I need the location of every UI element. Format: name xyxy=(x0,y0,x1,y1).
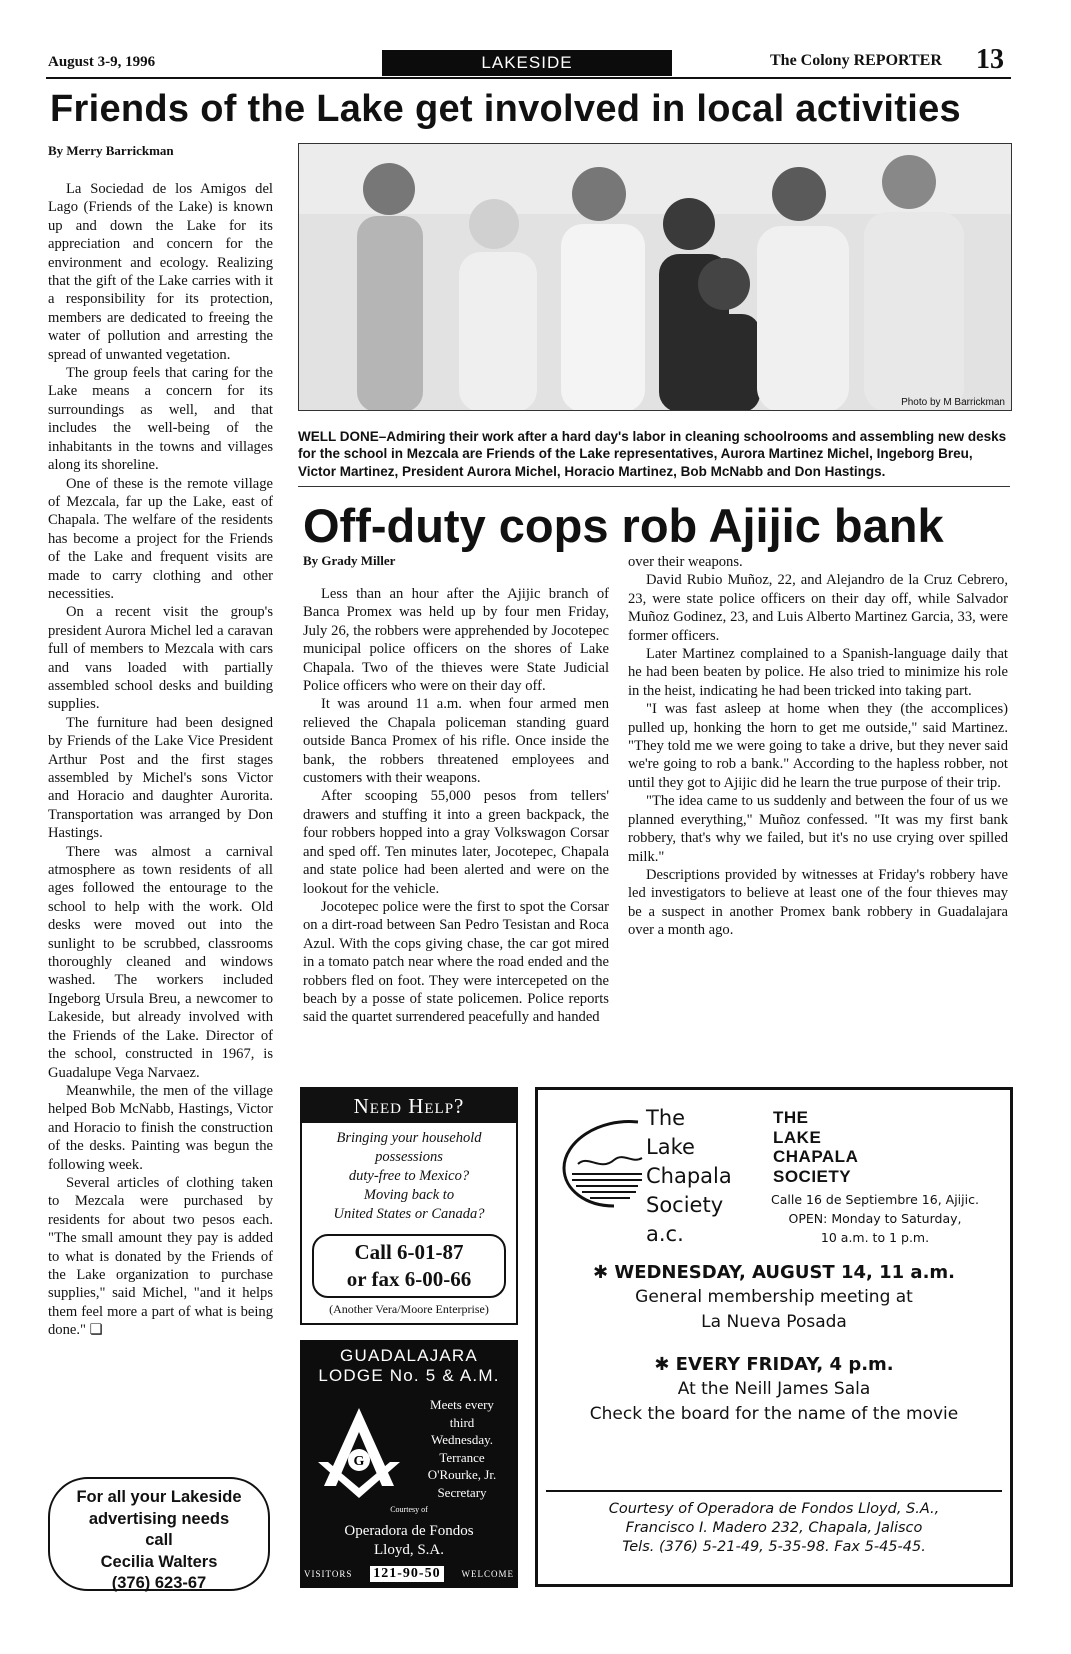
society-title xyxy=(773,1108,858,1186)
society-title-line: SOCIETY xyxy=(773,1166,852,1186)
ad-line: For all your Lakeside xyxy=(76,1488,242,1506)
byline-story1: By Merry Barrickman xyxy=(48,143,174,158)
paragraph: There was almost a carnival atmosphere as town residents of all ages followed the entourage to the school to help with the work. Old desks were moved out into the sunlight to be scrubbed, classrooms thoroughly cleaned and windows washed. The workers included Ingeborg Ursula Breu, a newcomer to Lakeside, but already involved with the Friends of the Lake. Director of the school, constructed in 1967, is Guadalupe Vega Narvaez. xyxy=(48,843,273,1081)
group-photo xyxy=(298,143,1012,411)
paragraph: David Rubio Muñoz, 22, and Alejandro de la Cruz Cebrero, 23, were state police officers on their day off, while Salvador Muñoz Godinez, 23, and Luis Alberto Martinez Garcia, 33, were former officers. xyxy=(628,572,1008,644)
paragraph-continued: over their weapons. xyxy=(628,554,743,570)
ad-line: Bringing your household xyxy=(336,1130,482,1146)
paragraph: Less than an hour after the Ajijic branch of Banca Promex was held up by four men Friday, July 26, the robbers were apprehended by Jocotepec municipal police officers on the shores of Lake Chapala. Two of the thieves were State Judicial Police officers who were on their day off. xyxy=(303,586,609,695)
lodge-line: third xyxy=(449,1414,475,1430)
ad-enterprise-note: (Another Vera/Moore Enterprise) xyxy=(329,1302,489,1316)
byline-story2: By Grady Miller xyxy=(303,553,396,568)
page-number: 13 xyxy=(976,44,1004,75)
society-logo-icon xyxy=(558,1114,646,1210)
event-heading: ✱ WEDNESDAY, AUGUST 14, 11 a.m. xyxy=(592,1262,955,1283)
ad-need-help-contact xyxy=(312,1234,506,1298)
event-friday xyxy=(538,1352,1010,1427)
lodge-line: Meets every xyxy=(430,1397,494,1412)
event-wednesday xyxy=(538,1260,1010,1335)
footer-line: Francisco I. Madero 232, Chapala, Jalisco xyxy=(625,1520,923,1536)
ad-line: Moving back to xyxy=(363,1187,455,1203)
society-courtesy-footer xyxy=(546,1490,1002,1557)
lodge-title xyxy=(300,1340,518,1386)
paragraph: Later Martinez complained to a Spanish-language daily that he had been beaten by police. He also tried to minimize his role in the heist, indicating he had been tricked into taking part. xyxy=(628,646,1008,699)
story2-col1 xyxy=(303,585,609,1027)
ad-line: Cecilia Walters xyxy=(100,1552,218,1571)
headline-friends-of-lake: Friends of the Lake get involved in local activities xyxy=(50,88,961,130)
paragraph: It was around 11 a.m. when four armed men relieved the Chapala policeman standing guard outside Banca Promex of his rifle. Once inside the bank, the robbers threatened employees and customers with their weapons. xyxy=(303,696,609,787)
society-title-line: THE xyxy=(773,1108,809,1127)
event-line: General membership meeting at xyxy=(635,1287,913,1307)
lodge-line: Secretary xyxy=(437,1484,487,1500)
ad-need-help xyxy=(300,1087,518,1325)
paragraph: Meanwhile, the men of the village helped Bob McNabb, Hastings, Victor and Horacio to finish the construction of the desks. Painting was begun the following week. xyxy=(48,1082,273,1173)
visitors-label: VISITORS xyxy=(304,1569,353,1579)
story1-body xyxy=(48,180,273,1340)
lodge-phone: 121-90-50 xyxy=(370,1566,443,1582)
paragraph: After scooping 55,000 pesos from tellers' drawers and stuffing it into a green backpack, the four robbers hopped into a gray Volkswagon Corsar and sped off. Ten minutes later, Jocotepec, Chapala and state police had been alerted and were on the lookout for the vehicle. xyxy=(303,788,609,897)
footer-line: Tels. (376) 5-21-49, 5-35-98. Fax 5-45-45. xyxy=(622,1539,926,1555)
paragraph: "I was fast asleep at home when they (the accomplices) pulled up, honking the horn to get me outside," said Martinez. "They told me we were going to take a drive, but they never said we're going to rob a bank." According to the hapless robber, not until they got to Ajijic did he learn the true purpose of their trip. xyxy=(628,701,1008,791)
paragraph: The furniture had been designed by Friends of the Lake Vice President Arthur Post and the first stages assembled by Michel's sons Victor and Horacio and daughter Aurorita. Transportation was arranged by Don Hastings. xyxy=(48,714,273,842)
ad-line: possessions xyxy=(375,1149,443,1165)
paragraph: Several articles of clothing taken to Mezcala were purchased by residents for about two pesos each. "The small amount they pay is added to what is donated by the Friends of the Lake organization to purchase supplies," said Michel, "and it helps them feel more a part of what is being done." ❏ xyxy=(48,1174,273,1339)
event-line: Check the board for the name of the movie xyxy=(589,1404,959,1424)
paragraph: "The idea came to us suddenly and between the four of us we planned everything," Muñoz confessed. "It was my first bank robbery, that's why we failed, but it's no use crying over spilled milk." xyxy=(628,793,1008,865)
ad-advertising-contact xyxy=(48,1477,270,1591)
lodge-visitors-row xyxy=(304,1566,514,1582)
paragraph: On a recent visit the group's president Aurora Michel led a caravan full of members to Mezcala with cars and vans loaded with partially assembled school desks and building supplies. xyxy=(48,604,273,713)
society-title-line: CHAPALA xyxy=(773,1147,859,1166)
ad-need-help-text xyxy=(302,1123,516,1224)
issue-date: August 3-9, 1996 xyxy=(48,54,156,70)
society-name-line: The xyxy=(646,1106,686,1130)
svg-text:G: G xyxy=(353,1454,365,1469)
lodge-title-line: LODGE No. 5 & A.M. xyxy=(318,1366,500,1385)
lodge-title-line: GUADALAJARA xyxy=(340,1346,478,1365)
sponsor-line: Operadora de Fondos xyxy=(344,1523,474,1539)
ad-line: United States or Canada? xyxy=(333,1206,485,1222)
society-address: Calle 16 de Septiembre 16, Ajijic. xyxy=(771,1192,979,1207)
ad-masonic-lodge xyxy=(300,1340,518,1588)
ad-line: advertising needs xyxy=(88,1509,230,1528)
ad-line: (376) 623-67 xyxy=(111,1574,207,1592)
event-line: La Nueva Posada xyxy=(701,1312,847,1332)
ad-line: call xyxy=(145,1531,173,1549)
photo-caption: WELL DONE–Admiring their work after a hard day's labor in cleaning schoolrooms and assembling new desks for the school in Mezcala are Friends of the Lake representatives, Aurora Martinez Michel, Ingeborg Breu, Victor Martinez, President Aurora Michel, Horacio Martinez, Bob McNabb and Don Hastings. xyxy=(298,429,1007,479)
ad-line: duty-free to Mexico? xyxy=(348,1168,470,1184)
phone-number: Call 6-01-87 xyxy=(354,1240,464,1264)
society-name-line: Lake xyxy=(646,1135,695,1159)
event-heading: ✱ EVERY FRIDAY, 4 p.m. xyxy=(654,1354,894,1375)
society-name-block xyxy=(646,1104,732,1249)
lodge-sponsor xyxy=(300,1522,518,1560)
paragraph: The group feels that caring for the Lake means a concern for its surroundings as well, and that includes the well-being of the inhabitants in the towns and villages along its shoreline. xyxy=(48,365,273,474)
square-compass-icon xyxy=(310,1402,408,1500)
paragraph: La Sociedad de los Amigos del Lago (Friends of the Lake) is known up and down the Lake for its appreciation and concern for the environment and ecology. Realizing that the gift of the Lake carries with it a responsibility for its protection, members are dedicated to freeing the water of pollution and arresting the spread of unwanted vegetation. xyxy=(48,181,273,363)
story2-col2 xyxy=(628,553,1008,940)
event-line: At the Neill James Sala xyxy=(677,1379,871,1399)
lodge-line: Wednesday. xyxy=(430,1432,493,1447)
society-name-line: Society xyxy=(646,1193,724,1217)
ad-need-help-title: Need Help? xyxy=(302,1089,516,1123)
society-address-hours xyxy=(755,1190,995,1247)
lodge-line: O'Rourke, Jr. xyxy=(427,1467,497,1482)
paragraph: One of these is the remote village of Mezcala, far up the Lake, east of Chapala. The welfare of the residents has become a project for the Friends of the Lake and frequent visits are made to carry clothing and other necessities. xyxy=(48,475,273,602)
society-open: OPEN: Monday to Saturday, xyxy=(788,1211,962,1226)
footer-line: Courtesy of Operadora de Fondos Lloyd, S.A., xyxy=(608,1501,940,1517)
lodge-courtesy: Courtesy of xyxy=(390,1505,428,1514)
paragraph: Descriptions provided by witnesses at Friday's robbery have led investigators to believe at least one of the four thieves may be a suspect in another Promex bank robbery in Guadalajara over a month ago. xyxy=(628,866,1008,939)
headline-bank-robbery: Off-duty cops rob Ajijic bank xyxy=(303,499,944,552)
fax-number: or fax 6-00-66 xyxy=(346,1267,472,1291)
caption-rule xyxy=(298,486,1010,487)
photo-credit: Photo by M Barrickman xyxy=(901,397,1005,408)
sponsor-line: Lloyd, S.A. xyxy=(373,1542,444,1558)
society-name-line: Chapala xyxy=(646,1164,732,1188)
newspaper-name: The Colony REPORTER xyxy=(770,52,942,69)
lodge-meeting-info xyxy=(410,1396,514,1501)
lodge-line: Terrance xyxy=(439,1449,485,1465)
society-hours: 10 a.m. to 1 p.m. xyxy=(820,1230,930,1245)
section-label: LAKESIDE xyxy=(382,50,672,76)
paragraph: Jocotepec police were the first to spot the Corsar on a dirt-road between San Pedro Tesistan and Roca Azul. With the cops giving chase, the car got mired in a tomato patch near where the road ended and the robbers fled on foot. They were intercepeted on the beach by a posse of state policemen. Police reports said the quartet surrendered peacefully and handed xyxy=(303,898,609,1026)
society-title-line: LAKE xyxy=(773,1127,822,1147)
welcome-label: WELCOME xyxy=(461,1569,514,1579)
society-name-line: a.c. xyxy=(646,1222,684,1246)
photo-silhouettes xyxy=(299,144,1012,411)
header-rule xyxy=(46,77,1011,79)
ad-lake-chapala-society xyxy=(535,1087,1013,1587)
